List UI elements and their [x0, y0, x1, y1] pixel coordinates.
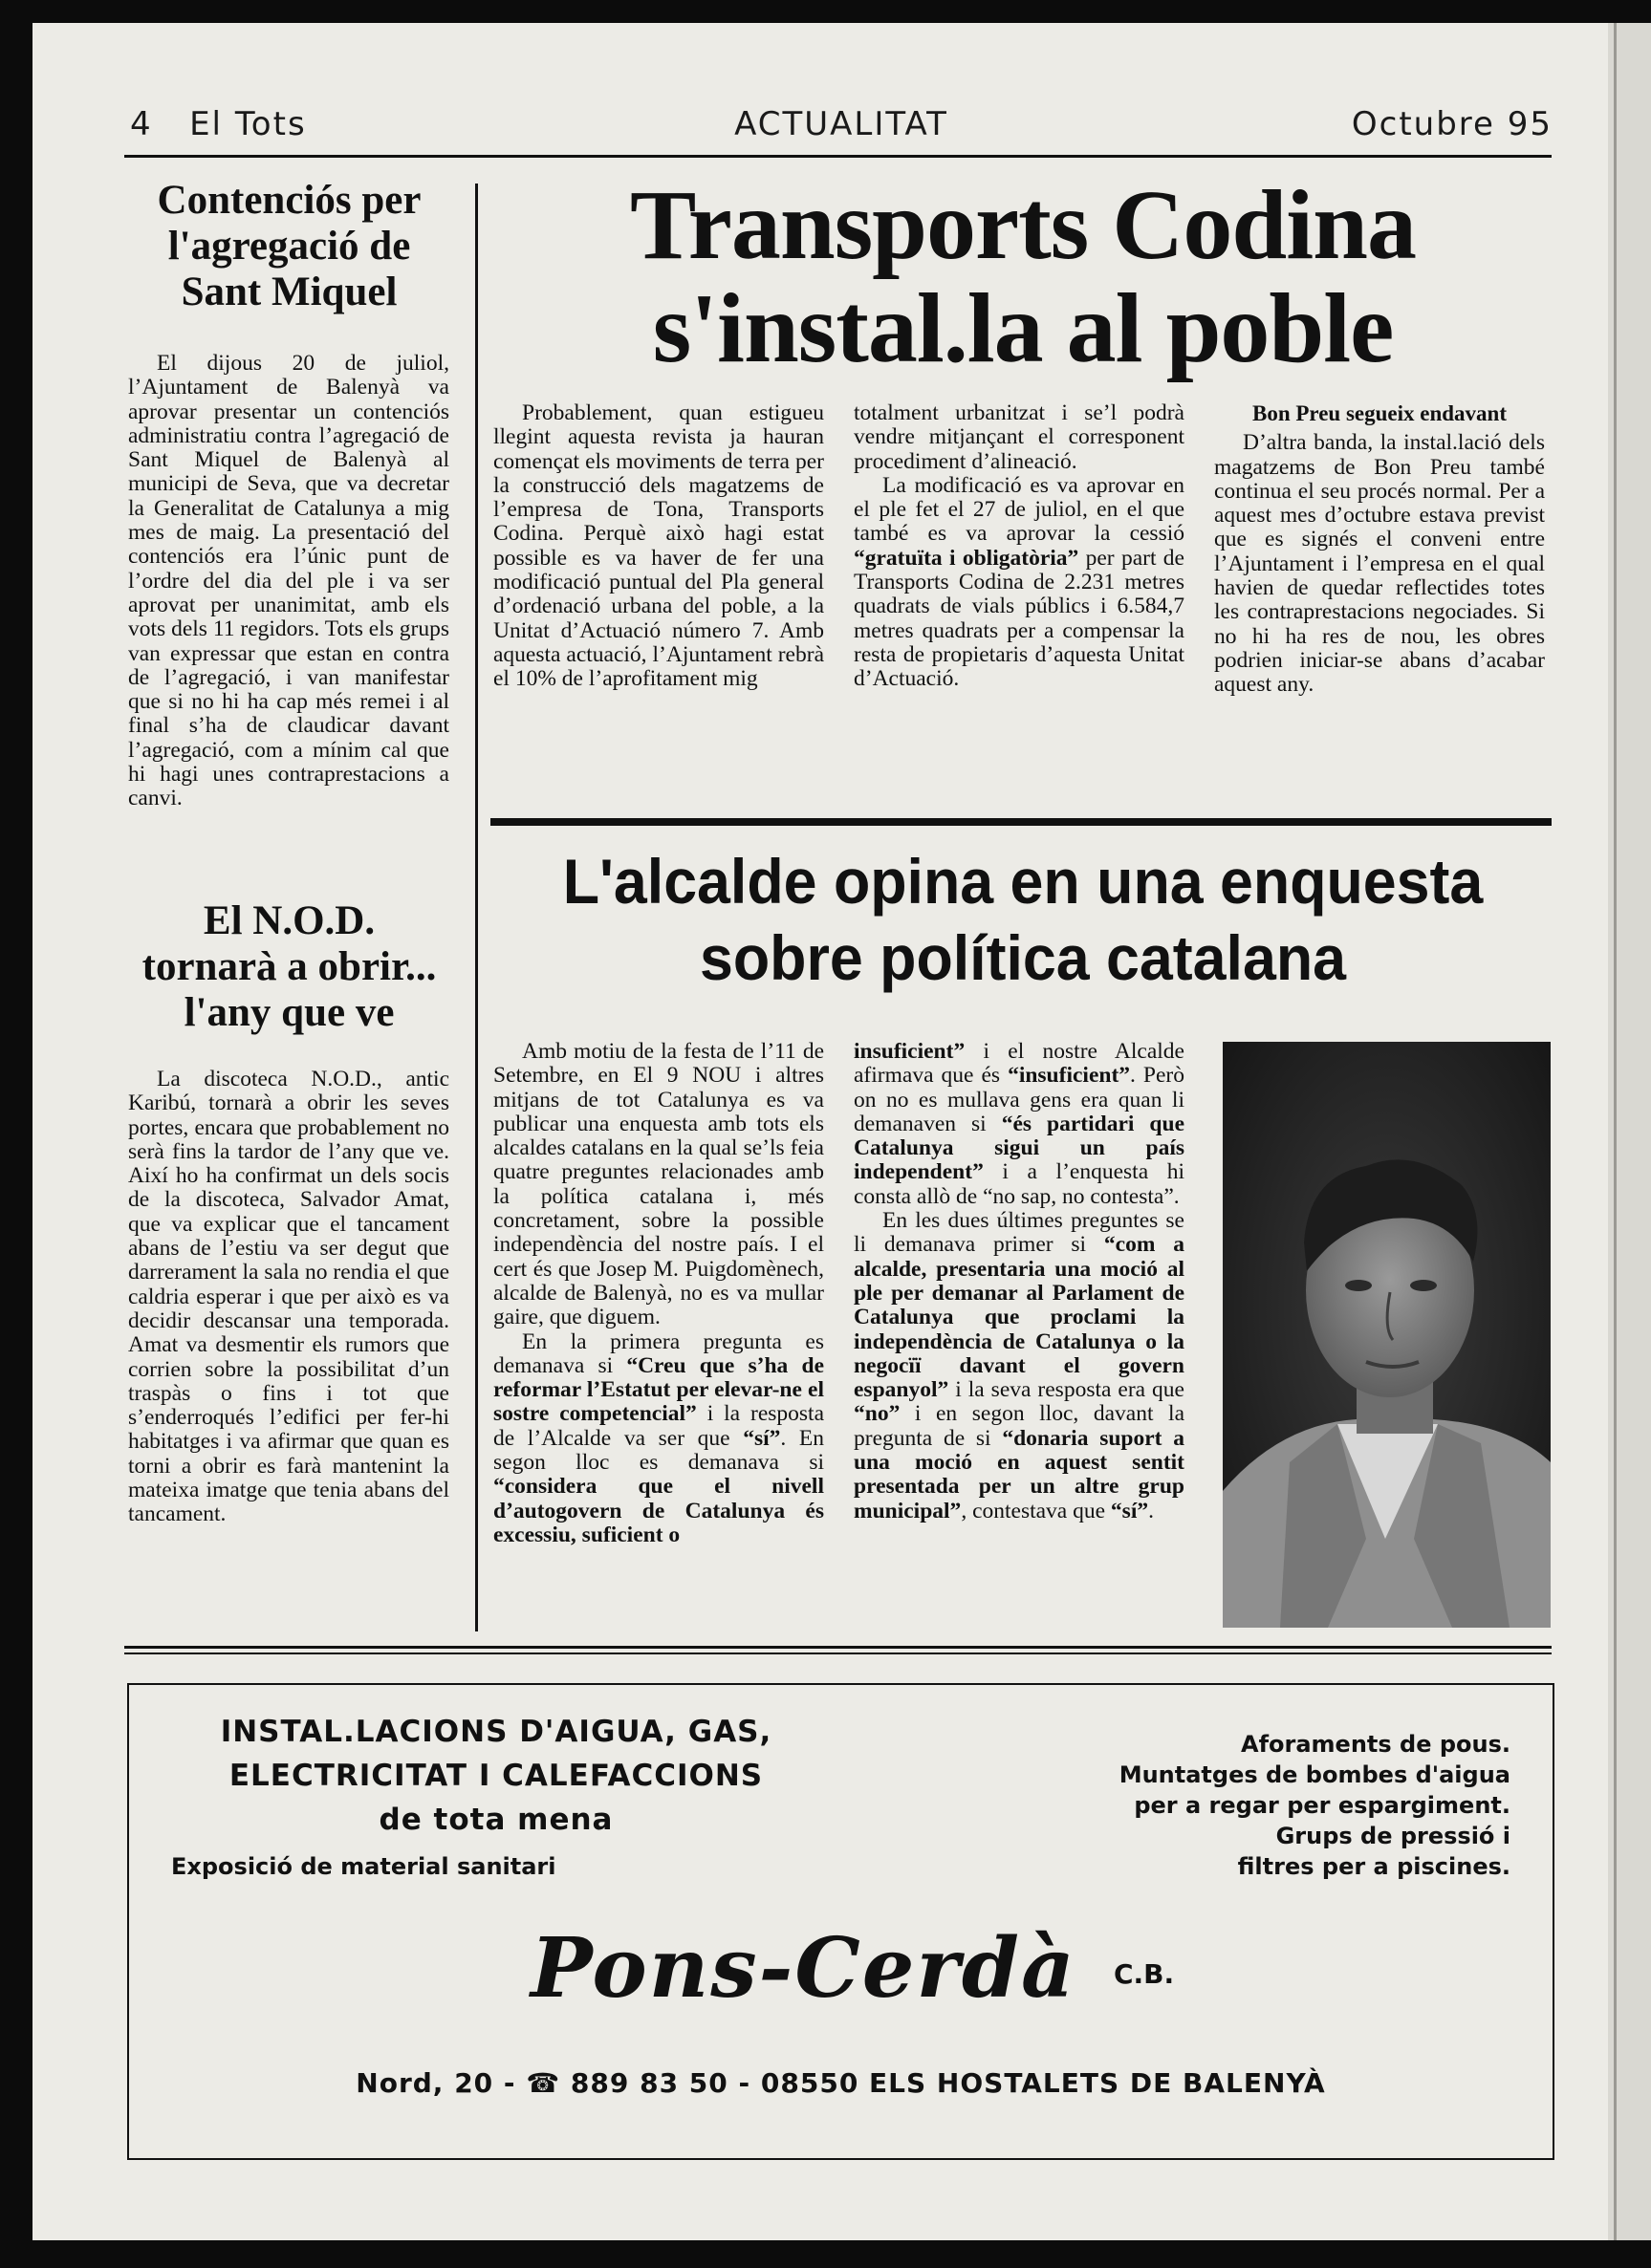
- text-run: En les dues últimes preguntes se li demanava primer si: [854, 1208, 1184, 1258]
- ad-logo-suffix: C.B.: [1114, 1958, 1175, 1990]
- alcalde-column-2: [854, 1040, 1184, 1523]
- text-run: i la resposta de l’Alcalde va ser que: [493, 1401, 824, 1451]
- ad-logo: Pons-Cerdà: [531, 1920, 1076, 2017]
- ad-address: Nord, 20 - ☎ 889 83 50 - 08550 ELS HOSTALETS DE BALENYÀ: [356, 2067, 1326, 2099]
- alcalde-column-1: [493, 1040, 824, 1547]
- subheading-bon-preu: Bon Preu segueix endavant: [1251, 401, 1508, 425]
- article-title-nod: [124, 898, 454, 1036]
- headline-line: sobre política catalana: [699, 922, 1347, 993]
- page-number: 4: [130, 105, 153, 143]
- paragraph: La discoteca N.O.D., antic Karibú, tornarà a obrir les seves portes, encara que probablement no serà fins la tardor de l’any que ve. Així ho ha confirmat un dels socis de la discoteca, Salvador Amat, que va explicar que el tancament abans de l’estiu va ser degut que darrerament la sala no rendia el que caldria esperar i que per això es va decidir descansar una temporada. Amat va desmentir els rumors que corrien sobre la possibilitat d’un traspàs o fins i tot que s’enderroqués l’edifici per fer-hi habitatges i va afirmar que quan es torni a obrir es farà mantenint la mateixa imatge que tenia abans del tancament.: [128, 1067, 449, 1527]
- mayor-portrait-photo: [1223, 1042, 1551, 1628]
- ad-services-right: [1013, 1729, 1510, 1882]
- advertisement-pons-cerda: [127, 1683, 1554, 2160]
- emphasis: “donaria suport a una moció en aquest sentit presentada per un altre grup municipal”: [854, 1425, 1184, 1523]
- emphasis: “és partidari que Catalunya sigui un país independent”: [854, 1111, 1184, 1185]
- footer-rule-bottom: [124, 1652, 1552, 1654]
- footer-rule-top: [124, 1646, 1552, 1649]
- emphasis: “sí”: [1110, 1498, 1149, 1523]
- emphasis: “gratuïta i obligatòria”: [854, 545, 1079, 571]
- transports-column-1: [493, 401, 824, 692]
- article-title-contencios: [124, 178, 454, 315]
- next-page-edge: [1608, 23, 1651, 2240]
- ad-exposicio: Exposició de material sanitari: [171, 1853, 556, 1880]
- article-body-nod: [128, 1068, 449, 1527]
- ad-line: Muntatges de bombes d'aigua: [1119, 1761, 1510, 1788]
- paragraph: [854, 1209, 1184, 1523]
- ad-services-left: [171, 1710, 821, 1842]
- column-divider: [475, 184, 478, 1631]
- emphasis: “no”: [854, 1401, 901, 1427]
- issue-date: Octubre 95: [1351, 105, 1553, 143]
- header-rule: [124, 155, 1552, 158]
- paragraph: Amb motiu de la festa de l’11 de Setembre, en El 9 NOU i altres mitjans de tot Catalunya es va publicar una enquesta amb tots els alcaldes catalans en la qual se’ls feia quatre preguntes relacionades amb la política catalana i, més concretament, sobre la possible independència del nostre país. I el cert és que Josep M. Puigdomènech, alcalde de Balenyà, no es va mullar gaire, que diguem.: [493, 1039, 824, 1330]
- emphasis: “considera que el nivell d’autogovern de Catalunya és excessiu, suficient o: [493, 1474, 824, 1547]
- paragraph: [854, 474, 1184, 692]
- ad-line: per a regar per espargiment.: [1134, 1792, 1510, 1819]
- text-run: per part de Transports Codina de 2.231 metres quadrats de vials públics i 6.584,7 metres quadrats per a compensar la resta de propietaris d’aquesta Unitat d’Actuació.: [854, 545, 1184, 692]
- paragraph: D’altra banda, la instal.lació dels magatzems de Bon Preu també continua el seu procés normal. Per a aquest mes d’octubre estava previst que es signés el conveni entre l’Ajuntament i l’empresa en el qual havien de quedar reflectides totes les contraprestacions negociades. Si no hi ha res de nou, les obres podrien iniciar-se abans d’acabar aquest any.: [1214, 430, 1545, 698]
- paragraph: [493, 1330, 824, 1548]
- emphasis: insuficient”: [854, 1039, 966, 1064]
- text-run: .: [1148, 1498, 1154, 1523]
- headline-transports-codina: [492, 170, 1553, 383]
- text-run: i la seva resposta era que: [948, 1377, 1184, 1403]
- section-rule: [490, 818, 1552, 826]
- text-run: En la primera pregunta es demanava si: [493, 1328, 824, 1378]
- paragraph: El dijous 20 de juliol, l’Ajuntament de Balenyà va aprovar presentar un contenciós administratiu contra l’agregació de Sant Miquel de Balenyà al municipi de Seva, que va decretar la Generalitat de Catalunya a mig mes de maig. La presentació del contenciós era l’únic punt de l’ordre del dia del ple i va ser aprovat per unanimitat, amb els vots dels 11 regidors. Tots els grups van expressar que estan en contra de l’agregació, i van manifestar que si no hi ha cap més remei i al final s’ha de claudicar davant l’agregació, com a mínim cal que hi hagi unes contraprestacions a canvi.: [128, 351, 449, 811]
- emphasis: “com a alcalde, presentaria una moció al ple per demanar al Parlament de Catalunya que proclami la independència de Catalunya o la negocïï davant el govern espanyol”: [854, 1232, 1184, 1403]
- portrait-illustration: [1223, 1042, 1551, 1628]
- ad-line: INSTAL.LACIONS D'AIGUA, GAS,: [220, 1715, 772, 1749]
- page-header: [130, 105, 1553, 151]
- emphasis: “Creu que s’ha de reformar l’Estatut per elevar-ne el sostre competencial”: [493, 1352, 824, 1427]
- ad-line: Aforaments de pous.: [1241, 1731, 1510, 1758]
- emphasis: “sí”: [743, 1425, 781, 1451]
- section-name: ACTUALITAT: [734, 105, 948, 143]
- title-line: l'any que ve: [184, 990, 395, 1035]
- headline-line: s'instal.la al poble: [652, 273, 1394, 383]
- headline-alcalde: [516, 843, 1530, 996]
- title-line: l'agregació de: [167, 224, 411, 269]
- text-run: . En segon lloc es demanava si: [493, 1425, 825, 1476]
- paragraph: Probablement, quan estigueu llegint aquesta revista ja hauran començat els moviments de terra per la construcció dels magatzems de l’empresa de Tona, Transports Codina. Perquè això hagi estat possible es va haver de fer una modificació puntual del Pla general d’ordenació urbana del poble, a la Unitat d’Actuació número 7. Amb aquesta actuació, l’Ajuntament rebrà el 10% de l’aprofitament mig: [493, 400, 824, 692]
- title-line: El N.O.D.: [203, 898, 376, 943]
- title-line: Sant Miquel: [181, 270, 398, 314]
- ad-line: de tota mena: [379, 1803, 614, 1837]
- publication-name: El Tots: [189, 105, 307, 143]
- title-line: tornarà a obrir...: [141, 944, 437, 989]
- ad-line: ELECTRICITAT I CALEFACCIONS: [228, 1759, 764, 1793]
- title-line: Contenciós per: [157, 178, 422, 223]
- headline-line: Transports Codina: [630, 170, 1416, 280]
- text-run: i a l’enquesta hi consta allò de “no sap, no contesta”.: [854, 1159, 1184, 1209]
- text-run: . Però on no es mullava gens era quan li demanaven si: [854, 1063, 1184, 1136]
- ad-line: Grups de pressió i: [1275, 1823, 1510, 1849]
- text-run: i en segon lloc, davant la pregunta de si: [854, 1401, 1184, 1451]
- emphasis: “insuficient”: [1008, 1063, 1131, 1089]
- transports-column-2: [854, 401, 1184, 692]
- ad-line: filtres per a piscines.: [1237, 1853, 1510, 1880]
- paragraph: totalment urbanitzat i se’l podrà vendre mitjançant el corresponent procediment d’alineació.: [854, 400, 1184, 474]
- headline-line: L'alcalde opina en una enquesta: [562, 846, 1484, 917]
- text-run: , contestava que: [961, 1498, 1111, 1523]
- article-body-contencios: [128, 352, 449, 811]
- transports-column-3: [1214, 401, 1545, 698]
- text-run: i el nostre Alcalde afirmava que és: [854, 1039, 1184, 1089]
- text-run: La modificació es va aprovar en el ple fet el 27 de juliol, en el que també es va aprovar la cessió: [854, 472, 1184, 547]
- paragraph: [854, 1040, 1184, 1209]
